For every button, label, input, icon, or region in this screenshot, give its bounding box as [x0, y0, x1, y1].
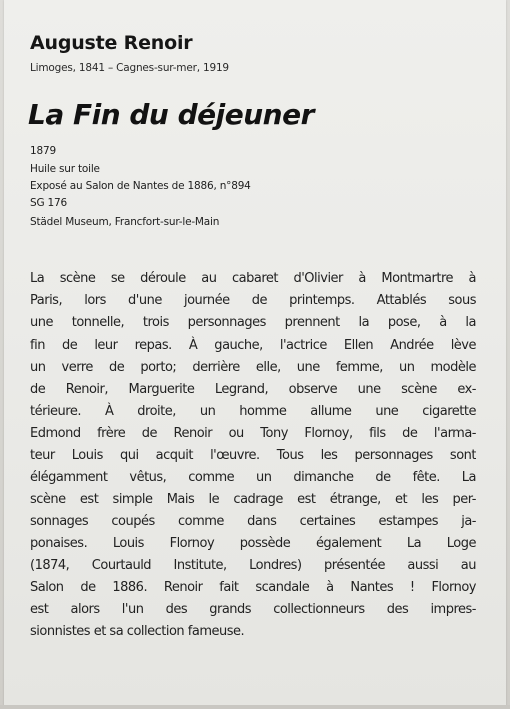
artwork-inventory: SG 176	[30, 197, 67, 209]
artwork-year: 1879	[30, 145, 56, 157]
description-line: sonnages coupés comme dans certaines estampes ja-	[30, 514, 476, 529]
artwork-exhibition: Exposé au Salon de Nantes de 1886, n°894	[30, 180, 251, 192]
description-line: un verre de porto; derrière elle, une femme, un modèle	[30, 360, 476, 375]
artwork-title: La Fin du déjeuner	[28, 98, 314, 131]
description-line: Edmond frère de Renoir ou Tony Flornoy, fils de l'arma-	[30, 426, 476, 441]
artist-name: Auguste Renoir	[30, 32, 193, 54]
description-line: Salon de 1886. Renoir fait scandale à Nantes ! Flornoy	[30, 580, 476, 595]
artwork-collection: Städel Museum, Francfort-sur-le-Main	[30, 216, 220, 228]
description-line: teur Louis qui acquit l'œuvre. Tous les personnages sont	[30, 448, 476, 463]
artwork-medium: Huile sur toile	[30, 163, 100, 175]
description-line: La scène se déroule au cabaret d'Olivier à Montmartre à	[30, 271, 476, 286]
description-line: ponaises. Louis Flornoy possède également La Loge	[30, 536, 476, 551]
description-line: sionnistes et sa collection fameuse.	[30, 624, 245, 639]
description-line: scène est simple Mais le cadrage est étrange, et les per-	[30, 492, 476, 507]
frame-bottom-edge	[0, 705, 510, 709]
description-line: est alors l'un des grands collectionneurs des impres-	[30, 602, 476, 617]
description-line: de Renoir, Marguerite Legrand, observe une scène ex-	[30, 382, 476, 397]
description-line: fin de leur repas. À gauche, l'actrice Ellen Andrée lève	[30, 338, 476, 353]
description-line: élégamment vêtus, comme un dimanche de fête. La	[30, 470, 476, 485]
description-line: (1874, Courtauld Institute, Londres) présentée aussi au	[30, 558, 476, 573]
artist-dates: Limoges, 1841 – Cagnes-sur-mer, 1919	[30, 62, 229, 74]
description-line: térieure. À droite, un homme allume une cigarette	[30, 404, 476, 419]
description-line: Paris, lors d'une journée de printemps. Attablés sous	[30, 293, 476, 308]
description-line: une tonnelle, trois personnages prennent la pose, à la	[30, 315, 476, 330]
